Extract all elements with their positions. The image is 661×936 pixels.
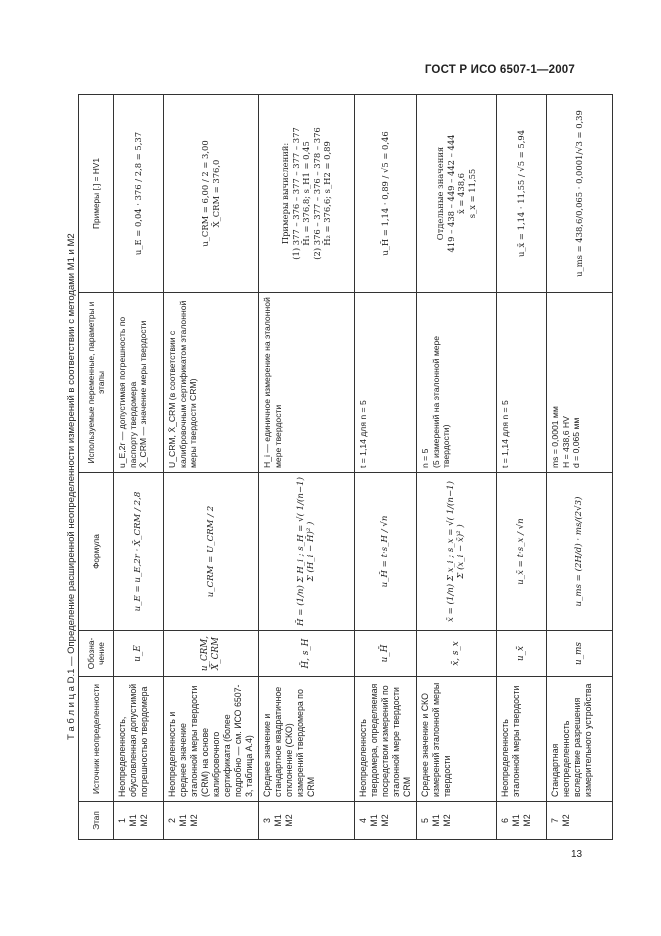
example-cell (416, 95, 496, 293)
table-body (114, 95, 613, 840)
table-row (354, 95, 416, 840)
document-header: ГОСТ Р ИСО 6507-1—2007 (424, 64, 575, 76)
variables-cell: t = 1,14 для n = 5 (496, 293, 546, 473)
source-cell: Среднее значение и СКО измерений эталонной меры твердости (416, 677, 496, 802)
formula-cell: u_E = u_E,2r · X̄_CRM / 2,8 (114, 473, 164, 631)
col-header-source: Источник неопределенности (79, 677, 114, 802)
formula-cell: u_CRM = U_CRM / 2 (164, 473, 259, 631)
stage-cell: 6 M1 M2 (496, 802, 546, 840)
example-line: (1) 377 – 376 – 377 – 377 – 377 (290, 127, 301, 260)
example-line: (2) 376 – 377 – 376 – 378 – 376 (311, 127, 322, 260)
symbol-cell: x̄, s_x (416, 631, 496, 677)
formula-cell: u_x̄ = t·s_x / √n (496, 473, 546, 631)
variables-cell: H_i — единичное измерение на эталонной мере твердости (258, 293, 354, 473)
symbol-cell: H̄, s_H (258, 631, 354, 677)
table-row (496, 95, 546, 840)
source-cell: Неопределенность эталонной меры твердости (496, 677, 546, 802)
symbol-cell: u_x̄ (496, 631, 546, 677)
example-line: X̄_CRM = 376,0 (210, 159, 221, 228)
example-line: u_ms = 438,6/0,065 · 0,0001/√3 = 0,39 (574, 110, 585, 277)
rotated-table-container (78, 95, 593, 840)
variables-cell: ms = 0,0001 мм H = 438,6 HV d = 0,065 мм (546, 293, 612, 473)
variables-cell: t = 1,14 для n = 5 (354, 293, 416, 473)
formula-cell: x̄ = (1/n) Σ x_i ; s_x = √( 1/(n−1) Σ (x_i − x̄)² ) (416, 473, 496, 631)
col-header-vars: Используемые переменные, параметры и этапы (79, 293, 114, 473)
stage-cell: 1 M1 M2 (114, 802, 164, 840)
source-cell: Неопределенность твердомера, определяемая посредством измерений по эталонной мере твердости CRM (354, 677, 416, 802)
formula-cell: u_ms = (2H/d) · ms/(2√3) (546, 473, 612, 631)
example-line: u_H̄ = 1,14 · 0,89 / √5 = 0,46 (380, 131, 391, 256)
symbol-cell: u_CRM, X̄_CRM (164, 631, 259, 677)
table-row (258, 95, 354, 840)
variables-cell: n = 5 (5 измерений на эталонной мере твердости) (416, 293, 496, 473)
formula-cell: u_H̄ = t·s_H / √n (354, 473, 416, 631)
example-cell (164, 95, 259, 293)
source-cell: Неопределенность и среднее значение эталонной меры твердости (CRM) на основе калибровочного сертификата (более подробно — см. ИСО 6507-3, таблица А.4) (164, 677, 259, 802)
formula-cell: H̄ = (1/n) Σ H_i ; s_H = √( 1/(n−1) Σ (H_i − H̄)² ) (258, 473, 354, 631)
example-line: 419 – 438 – 449 – 442 – 444 (445, 134, 456, 253)
col-header-example: Примеры [.] = HV1 (79, 95, 114, 293)
stage-cell: 5 M1 M2 (416, 802, 496, 840)
example-cell (258, 95, 354, 293)
table-row (546, 95, 612, 840)
table-row (114, 95, 164, 840)
stage-cell: 7 M2 (546, 802, 612, 840)
example-line: x̄ = 438,6 (456, 172, 467, 215)
variables-cell: U_CRM, X̄_CRM (в соответствии с калибровочным сертификатом эталонной меры твердости CRM) (164, 293, 259, 473)
source-cell: Стандартная неопределенность вследствие разрешения измерительного устройства (546, 677, 612, 802)
col-header-stage: Этап (79, 802, 114, 840)
symbol-cell: u_ms (546, 631, 612, 677)
variables-cell: u_E,2r — допустимая погрешность по паспорту твердомера X̄_CRM — значение меры твердости (114, 293, 164, 473)
source-cell: Среднее значение и стандартное квадратичное отклонение (СКО) измерений твердомера по CRM (258, 677, 354, 802)
example-line: Отдельные значения (435, 146, 446, 241)
symbol-cell: u_E (114, 631, 164, 677)
example-line: H̄₁ = 376,8; s_H1 = 0,45 (301, 141, 312, 246)
example-line: Примеры вычислений: (280, 142, 291, 245)
example-cell (114, 95, 164, 293)
stage-cell: 3 M1 M2 (258, 802, 354, 840)
table-row (416, 95, 496, 840)
example-line: s_x = 11,55 (466, 168, 477, 219)
example-cell (496, 95, 546, 293)
uncertainty-table (78, 94, 613, 840)
example-line: u_CRM = 6,00 / 2 = 3,00 (200, 140, 211, 247)
stage-cell: 4 M1 M2 (354, 802, 416, 840)
page-number: 13 (571, 849, 583, 860)
table-row (164, 95, 259, 840)
example-cell (546, 95, 612, 293)
table-caption: Т а б л и ц а D.1 — Определение расширенной неопределенности измерений в соответствии с методами М1 и М2 (66, 233, 77, 740)
example-line: u_x̄ = 1,14 · 11,55 / √5 = 5,94 (516, 129, 527, 258)
example-line: u_E = 0,04 · 376 / 2,8 = 5,37 (133, 131, 144, 256)
stage-cell: 2 M1 M2 (164, 802, 259, 840)
source-cell: Неопределенность, обусловленная допустимой погрешностью твердомера (114, 677, 164, 802)
example-line: H̄₂ = 376,6; s_H2 = 0,89 (322, 141, 333, 246)
symbol-cell: u_H̄ (354, 631, 416, 677)
col-header-symbol: Обозна-чение (79, 631, 114, 677)
col-header-formula: Формула (79, 473, 114, 631)
example-cell (354, 95, 416, 293)
table-header-row (79, 95, 114, 840)
